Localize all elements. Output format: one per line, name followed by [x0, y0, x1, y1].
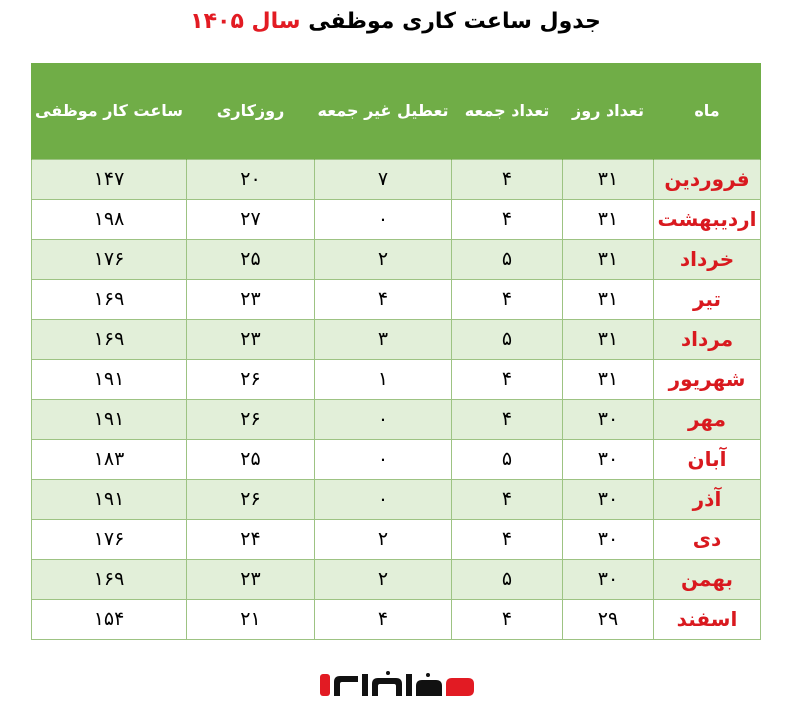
- cell-fridays: ۴: [452, 359, 563, 399]
- cell-days: ۳۰: [563, 479, 654, 519]
- cell-fridays: ۵: [452, 239, 563, 279]
- cell-days: ۳۱: [563, 319, 654, 359]
- cell-workdays: ۲۱: [187, 599, 315, 639]
- cell-workdays: ۲۶: [187, 359, 315, 399]
- cell-month: اردیبهشت: [654, 199, 761, 239]
- cell-month: مرداد: [654, 319, 761, 359]
- table-row: [32, 519, 761, 559]
- cell-holidays: ۴: [315, 599, 452, 639]
- cell-workdays: ۲۵: [187, 239, 315, 279]
- cell-fridays: ۵: [452, 319, 563, 359]
- work-hours-table: [31, 63, 761, 640]
- cell-month: آذر: [654, 479, 761, 519]
- cell-hours: ۱۶۹: [32, 279, 187, 319]
- table-header-row: [32, 63, 761, 159]
- iran-estekhdam-logo: [318, 670, 478, 708]
- cell-month: اسفند: [654, 599, 761, 639]
- cell-fridays: ۴: [452, 159, 563, 199]
- cell-days: ۳۰: [563, 399, 654, 439]
- cell-holidays: ۰: [315, 199, 452, 239]
- cell-hours: ۱۹۱: [32, 479, 187, 519]
- cell-hours: ۱۷۶: [32, 239, 187, 279]
- cell-holidays: ۲: [315, 559, 452, 599]
- cell-month: تیر: [654, 279, 761, 319]
- cell-days: ۳۱: [563, 239, 654, 279]
- cell-days: ۲۹: [563, 599, 654, 639]
- header-month: ماه: [654, 63, 761, 159]
- cell-workdays: ۲۳: [187, 279, 315, 319]
- cell-holidays: ۱: [315, 359, 452, 399]
- table-row: [32, 319, 761, 359]
- table-row: [32, 359, 761, 399]
- cell-holidays: ۰: [315, 439, 452, 479]
- cell-fridays: ۵: [452, 439, 563, 479]
- table-row: [32, 279, 761, 319]
- cell-days: ۳۰: [563, 559, 654, 599]
- cell-month: بهمن: [654, 559, 761, 599]
- table-row: [32, 439, 761, 479]
- cell-workdays: ۲۶: [187, 479, 315, 519]
- cell-hours: ۱۹۱: [32, 399, 187, 439]
- cell-holidays: ۲: [315, 519, 452, 559]
- table-row: [32, 479, 761, 519]
- cell-holidays: ۷: [315, 159, 452, 199]
- cell-month: شهریور: [654, 359, 761, 399]
- cell-workdays: ۲۳: [187, 559, 315, 599]
- cell-holidays: ۰: [315, 479, 452, 519]
- cell-workdays: ۲۷: [187, 199, 315, 239]
- cell-fridays: ۴: [452, 599, 563, 639]
- cell-holidays: ۲: [315, 239, 452, 279]
- cell-month: خرداد: [654, 239, 761, 279]
- cell-fridays: ۴: [452, 399, 563, 439]
- cell-hours: ۱۷۶: [32, 519, 187, 559]
- cell-hours: ۱۹۱: [32, 359, 187, 399]
- cell-month: دی: [654, 519, 761, 559]
- table-row: [32, 239, 761, 279]
- cell-workdays: ۲۵: [187, 439, 315, 479]
- cell-hours: ۱۹۸: [32, 199, 187, 239]
- table-row: [32, 399, 761, 439]
- cell-hours: ۱۸۳: [32, 439, 187, 479]
- cell-holidays: ۴: [315, 279, 452, 319]
- header-workdays: روزکاری: [187, 63, 315, 159]
- table-row: [32, 159, 761, 199]
- cell-hours: ۱۶۹: [32, 319, 187, 359]
- cell-month: مهر: [654, 399, 761, 439]
- logo-mark: [318, 670, 478, 708]
- cell-days: ۳۰: [563, 519, 654, 559]
- cell-fridays: ۵: [452, 559, 563, 599]
- table-row: [32, 199, 761, 239]
- table-row: [32, 599, 761, 639]
- cell-workdays: ۲۰: [187, 159, 315, 199]
- cell-holidays: ۰: [315, 399, 452, 439]
- cell-month: فروردین: [654, 159, 761, 199]
- table-row: [32, 559, 761, 599]
- cell-fridays: ۴: [452, 519, 563, 559]
- cell-workdays: ۲۶: [187, 399, 315, 439]
- title-year: سال ۱۴۰۵: [190, 9, 301, 34]
- cell-hours: ۱۶۹: [32, 559, 187, 599]
- cell-month: آبان: [654, 439, 761, 479]
- cell-holidays: ۳: [315, 319, 452, 359]
- cell-fridays: ۴: [452, 479, 563, 519]
- cell-days: ۳۱: [563, 199, 654, 239]
- cell-days: ۳۰: [563, 439, 654, 479]
- header-holidays: تعطیل غیر جمعه: [315, 63, 452, 159]
- title-main: جدول ساعت کاری موظفی: [308, 9, 601, 34]
- cell-days: ۳۱: [563, 159, 654, 199]
- header-fridays: تعداد جمعه: [452, 63, 563, 159]
- cell-hours: ۱۴۷: [32, 159, 187, 199]
- cell-days: ۳۱: [563, 359, 654, 399]
- header-days: تعداد روز: [563, 63, 654, 159]
- header-hours: ساعت کار موظفی: [32, 63, 187, 159]
- cell-fridays: ۴: [452, 199, 563, 239]
- cell-workdays: ۲۴: [187, 519, 315, 559]
- cell-fridays: ۴: [452, 279, 563, 319]
- page-title: [0, 4, 791, 40]
- cell-hours: ۱۵۴: [32, 599, 187, 639]
- cell-workdays: ۲۳: [187, 319, 315, 359]
- cell-days: ۳۱: [563, 279, 654, 319]
